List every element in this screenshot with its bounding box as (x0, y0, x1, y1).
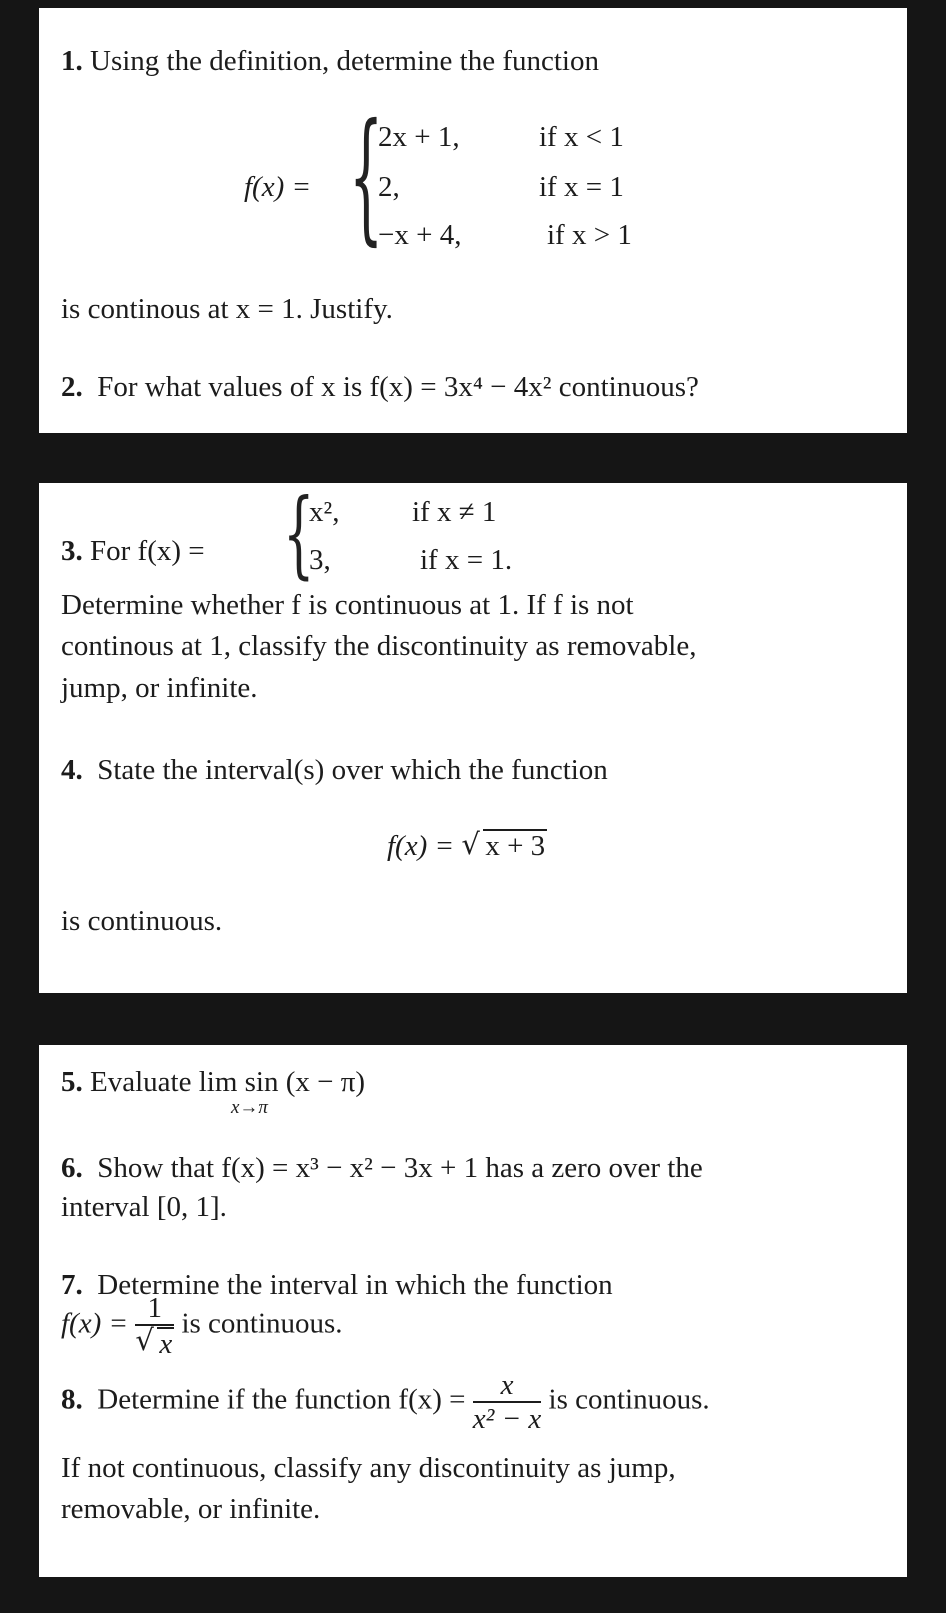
q7-formula-line (61, 1293, 343, 1359)
q7-text: Determine the interval in which the function (97, 1269, 613, 1301)
question-card-3 (39, 1045, 907, 1577)
q8-fraction (473, 1370, 542, 1434)
q7-lhs: f(x) = (61, 1307, 129, 1340)
q4-formula-lhs: f(x) = (387, 830, 455, 862)
q3-body-line-1: Determine whether f is continuous at 1. If f is not (61, 589, 634, 621)
q3-lead-line (61, 534, 205, 568)
q2-text: For what values of x is f(x) = 3x⁴ − 4x² continuous? (97, 371, 699, 403)
q7-number: 7. (61, 1269, 83, 1301)
q6-text: Show that f(x) = x³ − x² − 3x + 1 has a zero over the (97, 1152, 703, 1184)
question-card-1 (39, 8, 907, 433)
q8-line-2: If not continuous, classify any discontinuity as jump, (61, 1452, 676, 1484)
q6-line-2: interval [0, 1]. (61, 1191, 227, 1223)
question-card-2 (39, 478, 907, 993)
q1-case-1-expr: 2x + 1, (378, 121, 460, 153)
q1-case-3-expr: −x + 4, (378, 219, 462, 251)
sqrt-symbol: √ x (135, 1323, 173, 1360)
q3-number: 3. (61, 535, 83, 567)
q1-outro: is continous at x = 1. Justify. (61, 293, 393, 325)
q3-body-line-3: jump, or infinite. (61, 672, 258, 704)
q1-case-1-cond: if x < 1 (539, 121, 624, 153)
q8-lead: Determine if the function f(x) = (97, 1383, 466, 1416)
q1-case-2-expr: 2, (378, 171, 400, 203)
q3-case-2-expr: 3, (309, 544, 331, 576)
q4-intro: State the interval(s) over which the function (97, 754, 608, 786)
q1-number: 1. (61, 45, 83, 77)
q4-intro-line (61, 753, 608, 787)
q2-number: 2. (61, 371, 83, 403)
q8-numerator: x (500, 1369, 514, 1401)
q5-lim-subscript: x→π (231, 1097, 268, 1118)
q7-tail: is continuous. (181, 1307, 343, 1340)
q7-fraction (135, 1293, 174, 1359)
q1-case-3-cond: if x > 1 (547, 219, 632, 251)
q5-text: Evaluate (90, 1066, 192, 1098)
left-brace: { (349, 94, 384, 260)
q7-numerator: 1 (147, 1292, 162, 1324)
q3-body-line-2: continous at 1, classify the discontinuity as removable, (61, 630, 697, 662)
q4-outro: is continuous. (61, 905, 223, 937)
q1-fx-label: f(x) = (244, 171, 312, 203)
q8-line-3: removable, or infinite. (61, 1493, 321, 1525)
q8-tail: is continuous. (548, 1383, 710, 1416)
left-brace: { (283, 478, 315, 589)
q5-number: 5. (61, 1066, 83, 1098)
q2-line (61, 370, 699, 404)
q6-line-1 (61, 1151, 703, 1185)
q1-case-2-cond: if x = 1 (539, 171, 624, 203)
q3-case-1-cond: if x ≠ 1 (412, 496, 497, 528)
q3-case-2-cond: if x = 1. (420, 544, 513, 576)
q4-radicand: x + 3 (485, 830, 546, 862)
q8-line-1 (61, 1370, 710, 1434)
q3-case-1-expr: x², (309, 496, 340, 528)
q4-formula (387, 829, 547, 863)
q1-intro-line (61, 44, 599, 78)
q7-denominator: x (159, 1328, 173, 1360)
sqrt-symbol: √ x + 3 (461, 827, 546, 862)
q1-intro: Using the definition, determine the function (90, 45, 599, 77)
q6-number: 6. (61, 1152, 83, 1184)
q5-line (61, 1065, 365, 1099)
q8-denominator: x² − x (472, 1403, 542, 1435)
q5-expr: sin (x − π) (244, 1066, 366, 1098)
q8-number: 8. (61, 1383, 83, 1416)
q5-lim: lim (198, 1066, 238, 1098)
q4-number: 4. (61, 754, 83, 786)
q3-lead: For f(x) = (90, 535, 205, 567)
